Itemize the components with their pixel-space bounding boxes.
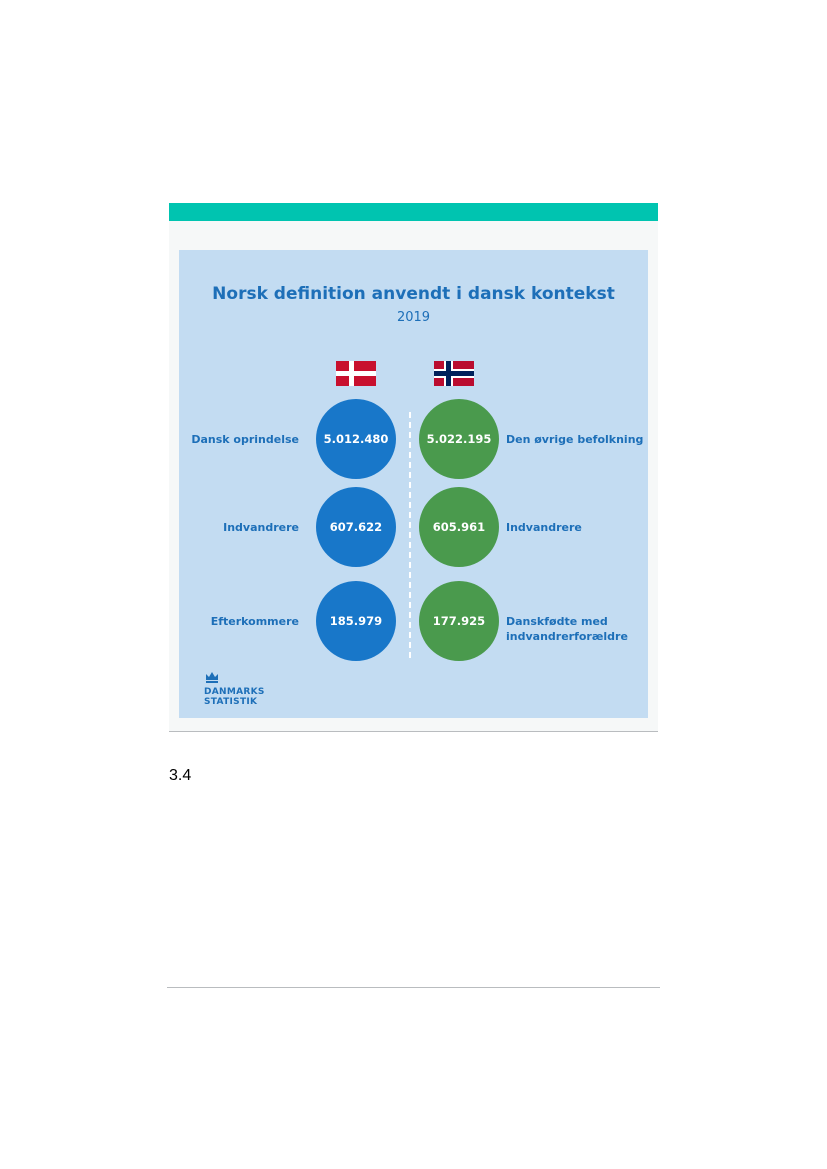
logo-line-1: DANMARKS: [204, 687, 265, 697]
infographic-title: Norsk definition anvendt i dansk kontekst: [212, 284, 615, 304]
logo-line-2: STATISTIK: [204, 697, 258, 707]
infographic-year: 2019: [396, 310, 431, 325]
crown-icon: [205, 671, 219, 683]
dk-value-descendants: 185.979: [316, 581, 396, 661]
dk-value-immigrants: 607.622: [316, 487, 396, 567]
no-label-rest: Den øvrige befolkning: [506, 433, 644, 446]
danmarks-statistik-logo: [204, 668, 265, 707]
norway-flag-icon: [434, 361, 474, 386]
dk-label-origin: Dansk oprindelse: [191, 433, 299, 446]
figure-accent-bar: [169, 203, 658, 221]
figure-bottom-rule: [169, 731, 658, 732]
no-label-immigrants: Indvandrere: [506, 521, 582, 534]
no-label-descendants: Danskfødte med indvandrerforældre: [506, 615, 628, 643]
no-value-immigrants: 605.961: [419, 487, 499, 567]
page-rule: [167, 987, 660, 988]
dk-value-origin: 5.012.480: [316, 399, 396, 479]
dk-label-descendants: Efterkommere: [210, 615, 299, 628]
denmark-flag-icon: [336, 361, 376, 386]
no-value-rest: 5.022.195: [419, 399, 499, 479]
no-value-descendants: 177.925: [419, 581, 499, 661]
infographic-panel: [179, 250, 648, 718]
dk-label-immigrants: Indvandrere: [223, 521, 299, 534]
dashed-divider: [409, 412, 411, 658]
section-number: 3.4: [169, 767, 192, 784]
